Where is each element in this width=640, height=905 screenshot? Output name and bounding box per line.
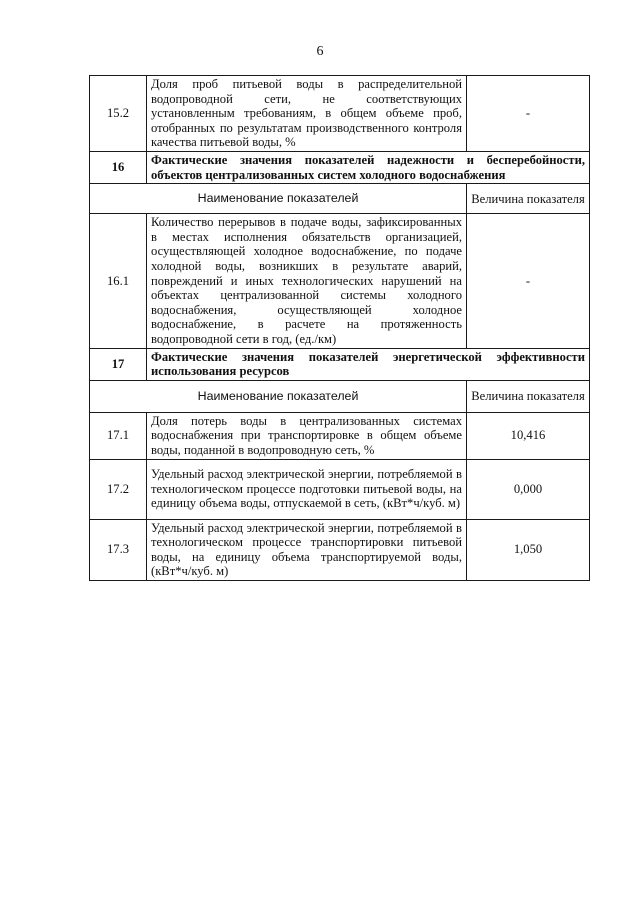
section-row-17 bbox=[90, 348, 590, 380]
indicator-value: - bbox=[467, 214, 590, 348]
column-header-value: Величина показателя bbox=[467, 380, 590, 412]
row-number: 17.2 bbox=[90, 459, 147, 519]
section-title: Фактические значения показателей надежности и бесперебойности, объектов централизованных систем холодного водоснабжения bbox=[147, 152, 590, 184]
table-row-16-1 bbox=[90, 214, 590, 348]
column-header-name: Наименование показателей bbox=[90, 380, 467, 412]
table-row-17-3 bbox=[90, 519, 590, 580]
table-row-17-1 bbox=[90, 412, 590, 459]
section-number: 17 bbox=[90, 348, 147, 380]
row-number: 15.2 bbox=[90, 76, 147, 152]
row-number: 16.1 bbox=[90, 214, 147, 348]
indicator-description: Доля потерь воды в централизованных системах водоснабжения при транспортировке в общем объеме воды, поданной в водопроводную сеть, % bbox=[147, 412, 467, 459]
indicators-table bbox=[89, 75, 590, 581]
indicator-value: - bbox=[467, 76, 590, 152]
indicator-description: Доля проб питьевой воды в распределительной водопроводной сети, не соответствующих установленным требованиям, в общем объеме проб, отобранных по результатам производственного контроля качества питьевой воды, % bbox=[147, 76, 467, 152]
indicator-description: Удельный расход электрической энергии, потребляемой в технологическом процессе подготовки питьевой воды, на единицу объема воды, отпускаемой в сеть, (кВт*ч/куб. м) bbox=[147, 459, 467, 519]
column-header-row bbox=[90, 380, 590, 412]
indicator-description: Удельный расход электрической энергии, потребляемой в технологическом процессе транспортировки питьевой воды, на единицу объема транспортируемой воды, (кВт*ч/куб. м) bbox=[147, 519, 467, 580]
section-row-16 bbox=[90, 152, 590, 184]
column-header-name: Наименование показателей bbox=[90, 184, 467, 214]
row-number: 17.3 bbox=[90, 519, 147, 580]
indicator-value: 1,050 bbox=[467, 519, 590, 580]
indicator-value: 10,416 bbox=[467, 412, 590, 459]
row-number: 17.1 bbox=[90, 412, 147, 459]
column-header-row bbox=[90, 184, 590, 214]
indicator-value: 0,000 bbox=[467, 459, 590, 519]
section-title: Фактические значения показателей энергетической эффективности использования ресурсов bbox=[147, 348, 590, 380]
indicator-description: Количество перерывов в подаче воды, зафиксированных в местах исполнения обязательств организацией, осуществляющей холодное водоснабжение, по подаче холодной воды, возникших в результате аварий, повреждений и иных технологических нарушений на объектах централизованной системы холодного водоснабжения, осуществляющей холодное водоснабжение, в расчете на протяженность водопроводной сети в год, (ед./км) bbox=[147, 214, 467, 348]
table-row-17-2 bbox=[90, 459, 590, 519]
table-row-15-2 bbox=[90, 76, 590, 152]
section-number: 16 bbox=[90, 152, 147, 184]
column-header-value: Величина показателя bbox=[467, 184, 590, 214]
page-number: 6 bbox=[316, 44, 324, 59]
